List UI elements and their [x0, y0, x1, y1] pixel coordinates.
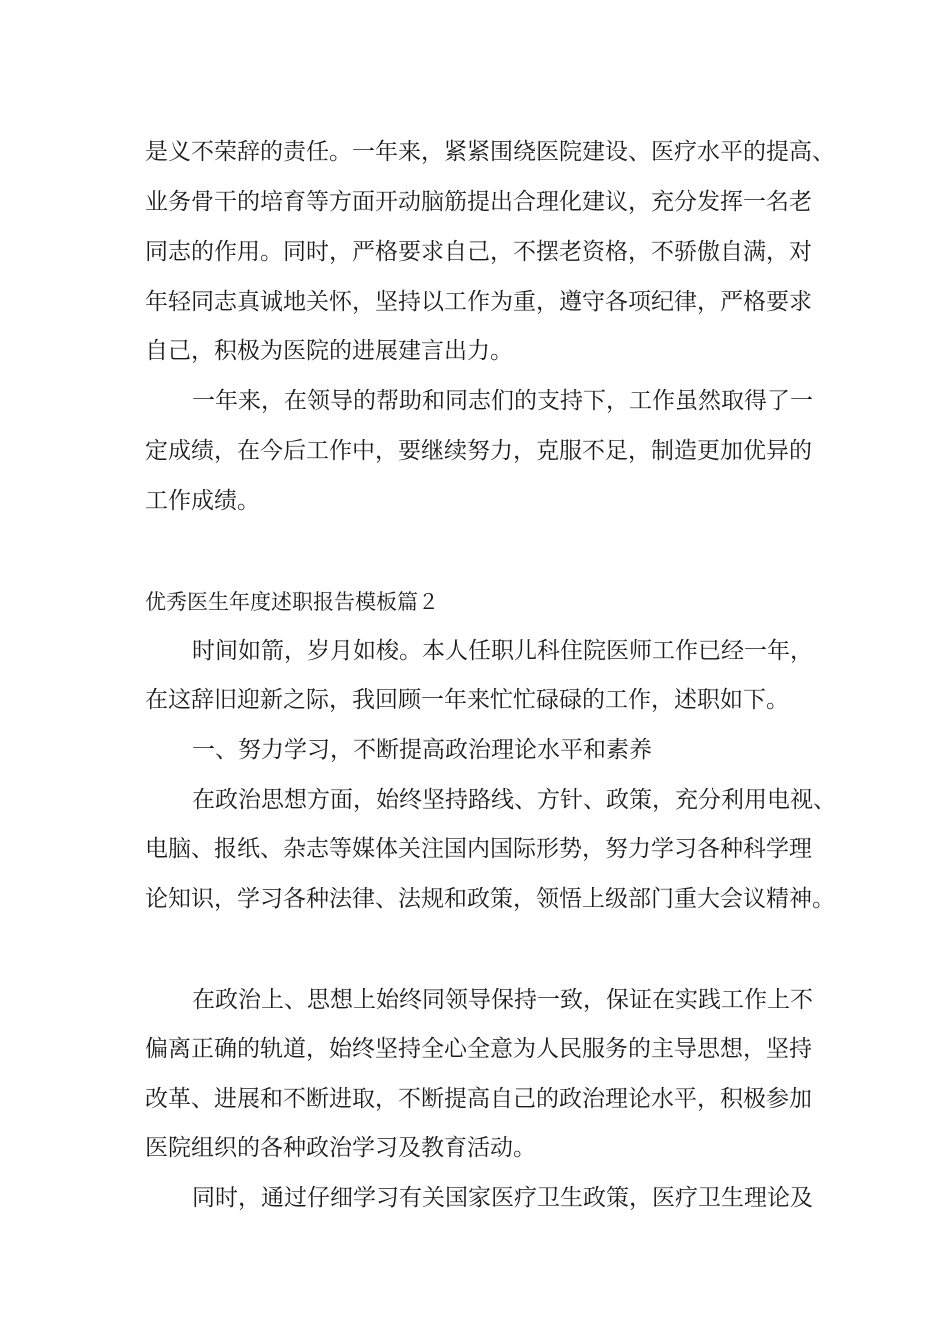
paragraph-line: 在这辞旧迎新之际，我回顾一年来忙忙碌碌的工作，述职如下。 — [145, 687, 789, 713]
paragraph-line: 论知识，学习各种法律、法规和政策，领悟上级部门重大会议精神。 — [145, 886, 835, 912]
paragraph-line: 改革、进展和不断进取，不断提高自己的政治理论水平，积极参加 — [145, 1086, 812, 1112]
paragraph-line: 在政治思想方面，始终坚持路线、方针、政策，充分利用电视、 — [192, 787, 836, 813]
paragraph-line: 电脑、报纸、杂志等媒体关注国内国际形势，努力学习各种科学理 — [145, 836, 812, 862]
subsection-title: 一、努力学习，不断提高政治理论水平和素养 — [192, 737, 652, 763]
paragraph-line: 在政治上、思想上始终同领导保持一致，保证在实践工作上不 — [192, 987, 813, 1013]
paragraph-line: 医院组织的各种政治学习及教育活动。 — [145, 1135, 536, 1161]
paragraph-line: 定成绩，在今后工作中，要继续努力，克服不足，制造更加优异的 — [145, 438, 812, 464]
paragraph-line: 时间如箭，岁月如梭。本人任职儿科住院医师工作已经一年， — [192, 638, 813, 664]
section-heading: 优秀医生年度述职报告模板篇２ — [145, 590, 439, 614]
paragraph-line: 一年来，在领导的帮助和同志们的支持下，工作虽然取得了一 — [192, 388, 813, 414]
paragraph-line: 偏离正确的轨道，始终坚持全心全意为人民服务的主导思想，坚持 — [145, 1036, 812, 1062]
paragraph-line: 是义不荣辞的责任。一年来，紧紧围绕医院建设、医疗水平的提高、 — [145, 139, 835, 165]
paragraph-line: 业务骨干的培育等方面开动脑筋提出合理化建议，充分发挥一名老 — [145, 189, 812, 215]
paragraph-line: 自己，积极为医院的进展建言出力。 — [145, 338, 513, 364]
paragraph-line: 同志的作用。同时，严格要求自己，不摆老资格，不骄傲自满，对 — [145, 239, 812, 265]
paragraph-line: 同时，通过仔细学习有关国家医疗卫生政策，医疗卫生理论及 — [192, 1185, 813, 1211]
paragraph-line: 工作成绩。 — [145, 488, 260, 514]
paragraph-line: 年轻同志真诚地关怀，坚持以工作为重，遵守各项纪律，严格要求 — [145, 289, 812, 315]
